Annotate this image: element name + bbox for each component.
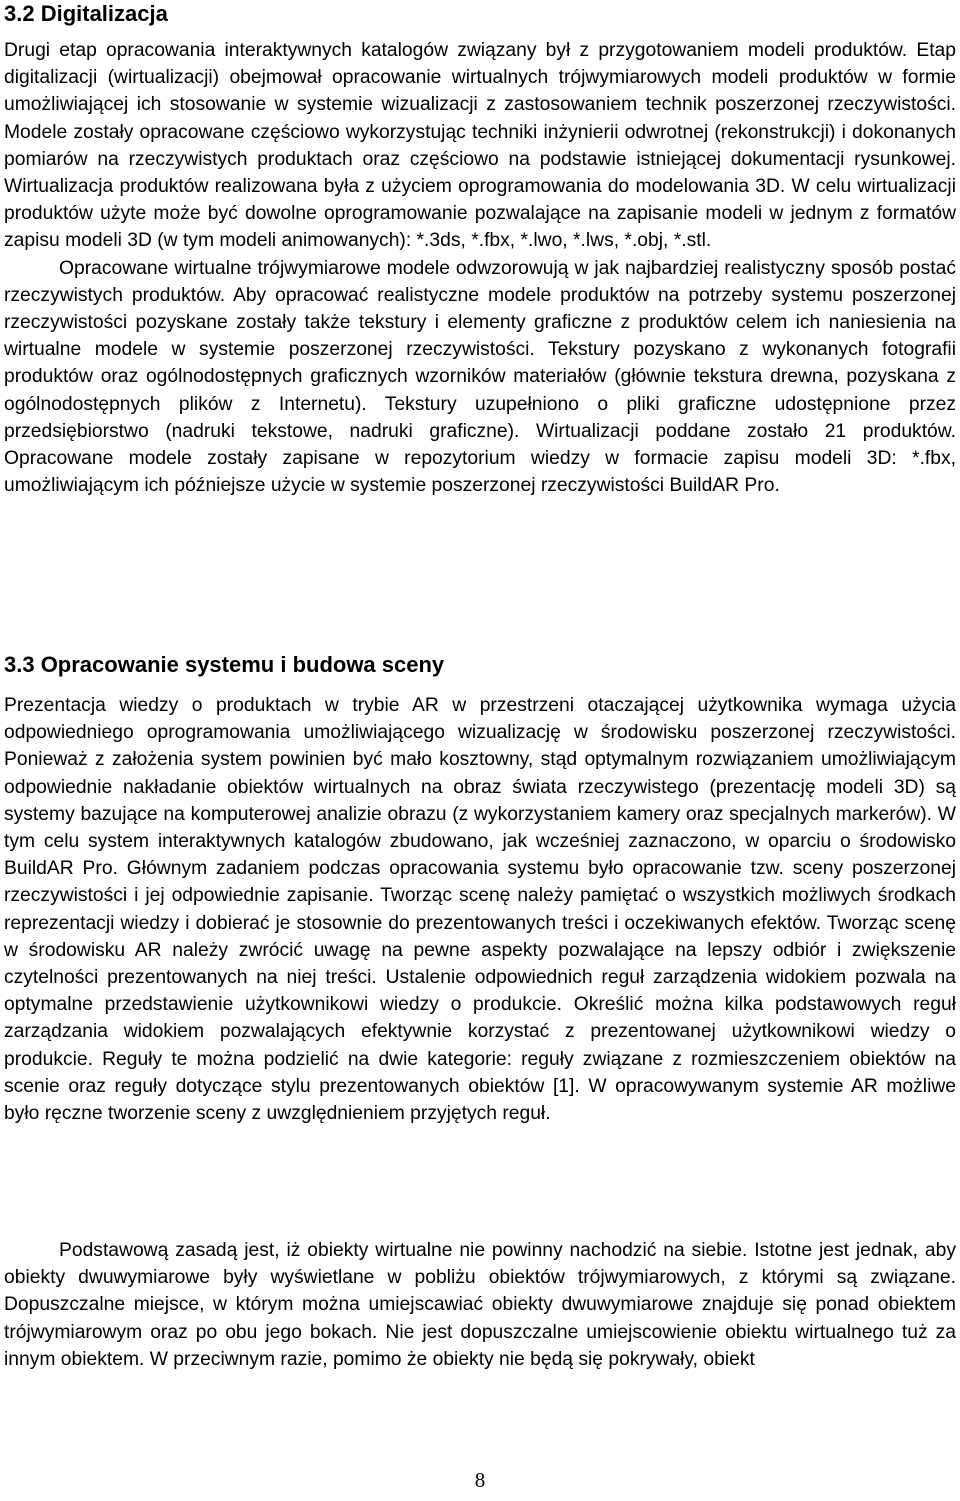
body-paragraph: Prezentacja wiedzy o produktach w trybie AR w przestrzeni otaczającej użytkownika wymaga użycia odpowiedniego oprogramowania umożliwiającego wizualizację w środowisku poszerzonej rzeczywistości. Ponieważ z założenia system powinien być mało kosztowny, stąd optymalnym rozwiązaniem umożliwiającym odpowiednie nakładanie obiektów wirtualnych na obraz świata rzeczywistego (prezentację modeli 3D) są systemy bazujące na komputerowej analizie obrazu (z wykorzystaniem kamery oraz specjalnych markerów). W tym celu system interaktywnych katalogów zbudowano, jak wcześniej zaznaczono, w oparciu o środowisko BuildAR Pro. Głównym zadaniem podczas opracowania systemu było opracowanie tzw. sceny poszerzonej rzeczywistości i jej odpowiednie zapisanie. Tworząc scenę należy pamiętać o wszystkich możliwych środkach reprezentacji wiedzy i dobierać je stosownie do prezentowanych treści i oczekiwanych efektów. Tworząc scenę w środowisku AR należy zwrócić uwagę na pewne aspekty pozwalające na lepszy odbiór i zwiększenie czytelności prezentowanych na niej treści. Ustalenie odpowiednich reguł zarządzenia widokiem pozwala na optymalne przedstawienie użytkownikowi wiedzy o produkcie. Określić można kilka podstawowych reguł zarządzania widokiem pozwalających efektywnie korzystać z prezentowanej użytkownikowi wiedzy o produkcie. Reguły te można podzielić na dwie kategorie: reguły związane z rozmieszczeniem obiektów na scenie oraz reguły dotyczące stylu prezentowanych obiektów [1]. W opracowywanym systemie AR możliwe było ręczne tworzenie sceny z uwzględnieniem przyjętych reguł.: [4, 695, 956, 1125]
section-heading-system: 3.3 Opracowanie systemu i budowa sceny: [4, 652, 445, 677]
section-heading-digitalizacja: 3.2 Digitalizacja: [4, 1, 168, 26]
paragraph-text: Opracowane wirtualne trójwymiarowe modele odwzorowują w jak najbardziej realistyczny sposób postać rzeczywistych produktów. Aby opracować realistyczne modele produktów na potrzeby systemu poszerzonej rzeczywistości pozyskane zostały także tekstury i elementy graficzne z produktów celem ich naniesienia na wirtualne modele w systemie poszerzonej rzeczywistości. Tekstury pozyskano z wykonanych fotografii produktów oraz ogólnodostępnych graficznych wzorników materiałów (głównie tekstura drewna, pozyskana z ogólnodostępnych plików z Internetu). Tekstury uzupełniono o pliki graficzne udostępnione przez przedsiębiorstwo (nadruki tekstowe, nadruki graficzne). Wirtualizacji poddane zostało 21 produktów. Opracowane modele zostały zapisane w repozytorium wiedzy w formacie zapisu modeli 3D: *.fbx, umożliwiającym ich późniejsze użycie w systemie poszerzonej rzeczywistości BuildAR Pro.: [4, 257, 956, 497]
body-paragraph: [4, 37, 956, 499]
page-number: 8: [474, 1468, 486, 1492]
body-paragraph: Podstawową zasadą jest, iż obiekty wirtualne nie powinny nachodzić na siebie. Istotne jest jednak, aby obiekty dwuwymiarowe były wyświetlane w pobliżu obiektów trójwymiarowych, z którymi są związane. Dopuszczalne miejsce, w którym można umiejscawiać obiekty dwuwymiarowe znajduje się ponad obiektem trójwymiarowym oraz po obu jego bokach. Nie jest dopuszczalne umiejscowienie obiektu wirtualnego tuż za innym obiektem. W przeciwnym razie, pomimo że obiekty nie będą się pokrywały, obiekt: [4, 1240, 956, 1370]
paragraph-text: Drugi etap opracowania interaktywnych katalogów związany był z przygotowaniem modeli produktów. Etap digitalizacji (wirtualizacji) obejmował opracowanie wirtualnych trójwymiarowych modeli produktów w formie umożliwiającej ich stosowanie w systemie wizualizacji z zastosowaniem technik poszerzonej rzeczywistości. Modele zostały opracowane częściowo wykorzystując techniki inżynierii odwrotnej (rekonstrukcji) i dokonanych pomiarów na rzeczywistych produktach oraz częściowo na podstawie istniejącej dokumentacji rysunkowej. Wirtualizacja produktów realizowana była z użyciem oprogramowania do modelowania 3D. W celu wirtualizacji produktów użyte może być dowolne oprogramowanie pozwalające na zapisanie modeli w jednym z formatów zapisu modeli 3D (w tym modeli animowanych): *.3ds, *.fbx, *.lwo, *.lws, *.obj, *.stl.: [4, 40, 956, 252]
